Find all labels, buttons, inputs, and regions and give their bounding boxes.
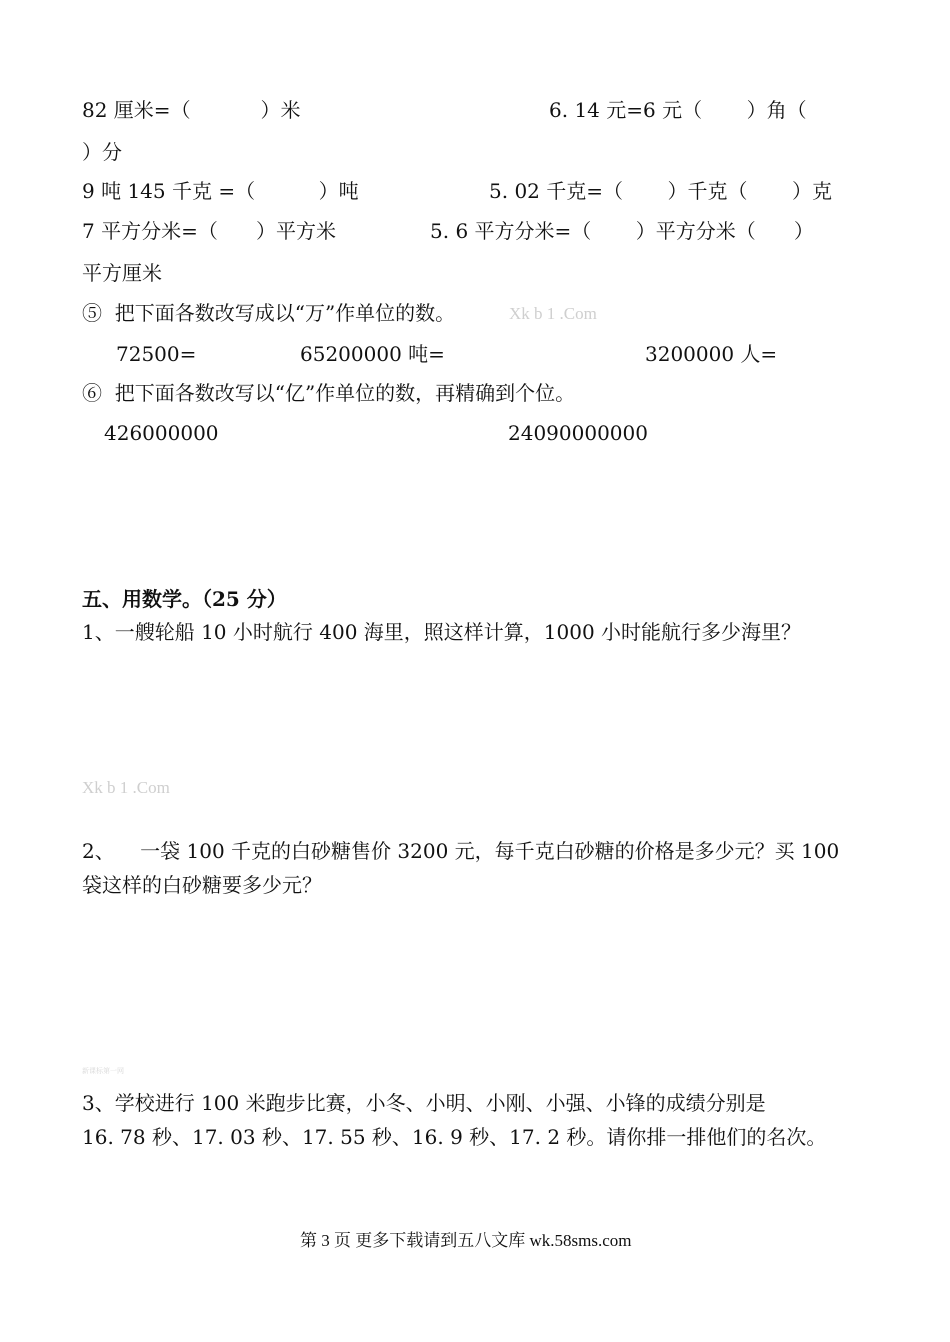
task5-item-1: 72500=	[116, 342, 197, 366]
conversion-line-5: 平方厘米	[82, 261, 162, 285]
task5-title: ⑤ 把下面各数改写成以“万”作单位的数。	[82, 301, 456, 325]
watermark-1: Xk b 1 .Com	[509, 304, 597, 323]
task5-item-3: 3200000 人=	[645, 342, 778, 366]
question-3-line-1: 3、学校进行 100 米跑步比赛，小冬、小明、小刚、小强、小锋的成绩分别是	[82, 1091, 766, 1115]
task6-item-1: 426000000	[104, 421, 219, 445]
task5-item-2: 65200000 吨=	[300, 342, 445, 366]
conversion-line-1-left: 82 厘米=（ ）米	[82, 98, 301, 122]
question-3-line-2: 16. 78 秒、17. 03 秒、17. 55 秒、16. 9 秒、17. 2 秒。请你排一排他们的名次。	[82, 1125, 827, 1149]
question-2-line-1: 2、 一袋 100 千克的白砂糖售价 3200 元，每千克白砂糖的价格是多少元？买 100	[82, 839, 840, 863]
task6-title: ⑥ 把下面各数改写以“亿”作单位的数，再精确到个位。	[82, 381, 576, 405]
task6-item-2: 24090000000	[508, 421, 648, 445]
conversion-line-3-right: 5. 02 千克=（ ）千克（ ）克	[489, 179, 833, 203]
conversion-line-3-left: 9 吨 145 千克 =（ ）吨	[82, 179, 359, 203]
question-1: 1、一艘轮船 10 小时航行 400 海里，照这样计算，1000 小时能航行多少海里？	[82, 620, 802, 644]
conversion-line-2: ）分	[82, 140, 122, 164]
watermark-2: Xk b 1 .Com	[82, 778, 170, 797]
conversion-line-4-left: 7 平方分米=（ ）平方米	[82, 219, 336, 243]
question-2-line-2: 袋这样的白砂糖要多少元？	[82, 873, 322, 897]
section-heading: 五、用数学。（25 分）	[82, 587, 287, 611]
conversion-line-1-right: 6. 14 元=6 元（ ）角（	[549, 98, 807, 122]
conversion-line-4-right: 5. 6 平方分米=（ ）平方分米（ ）	[430, 219, 814, 243]
page-footer: 第 3 页 更多下载请到五八文库 wk.58sms.com	[300, 1231, 632, 1250]
watermark-tiny: 新课标第一网	[82, 1067, 124, 1075]
